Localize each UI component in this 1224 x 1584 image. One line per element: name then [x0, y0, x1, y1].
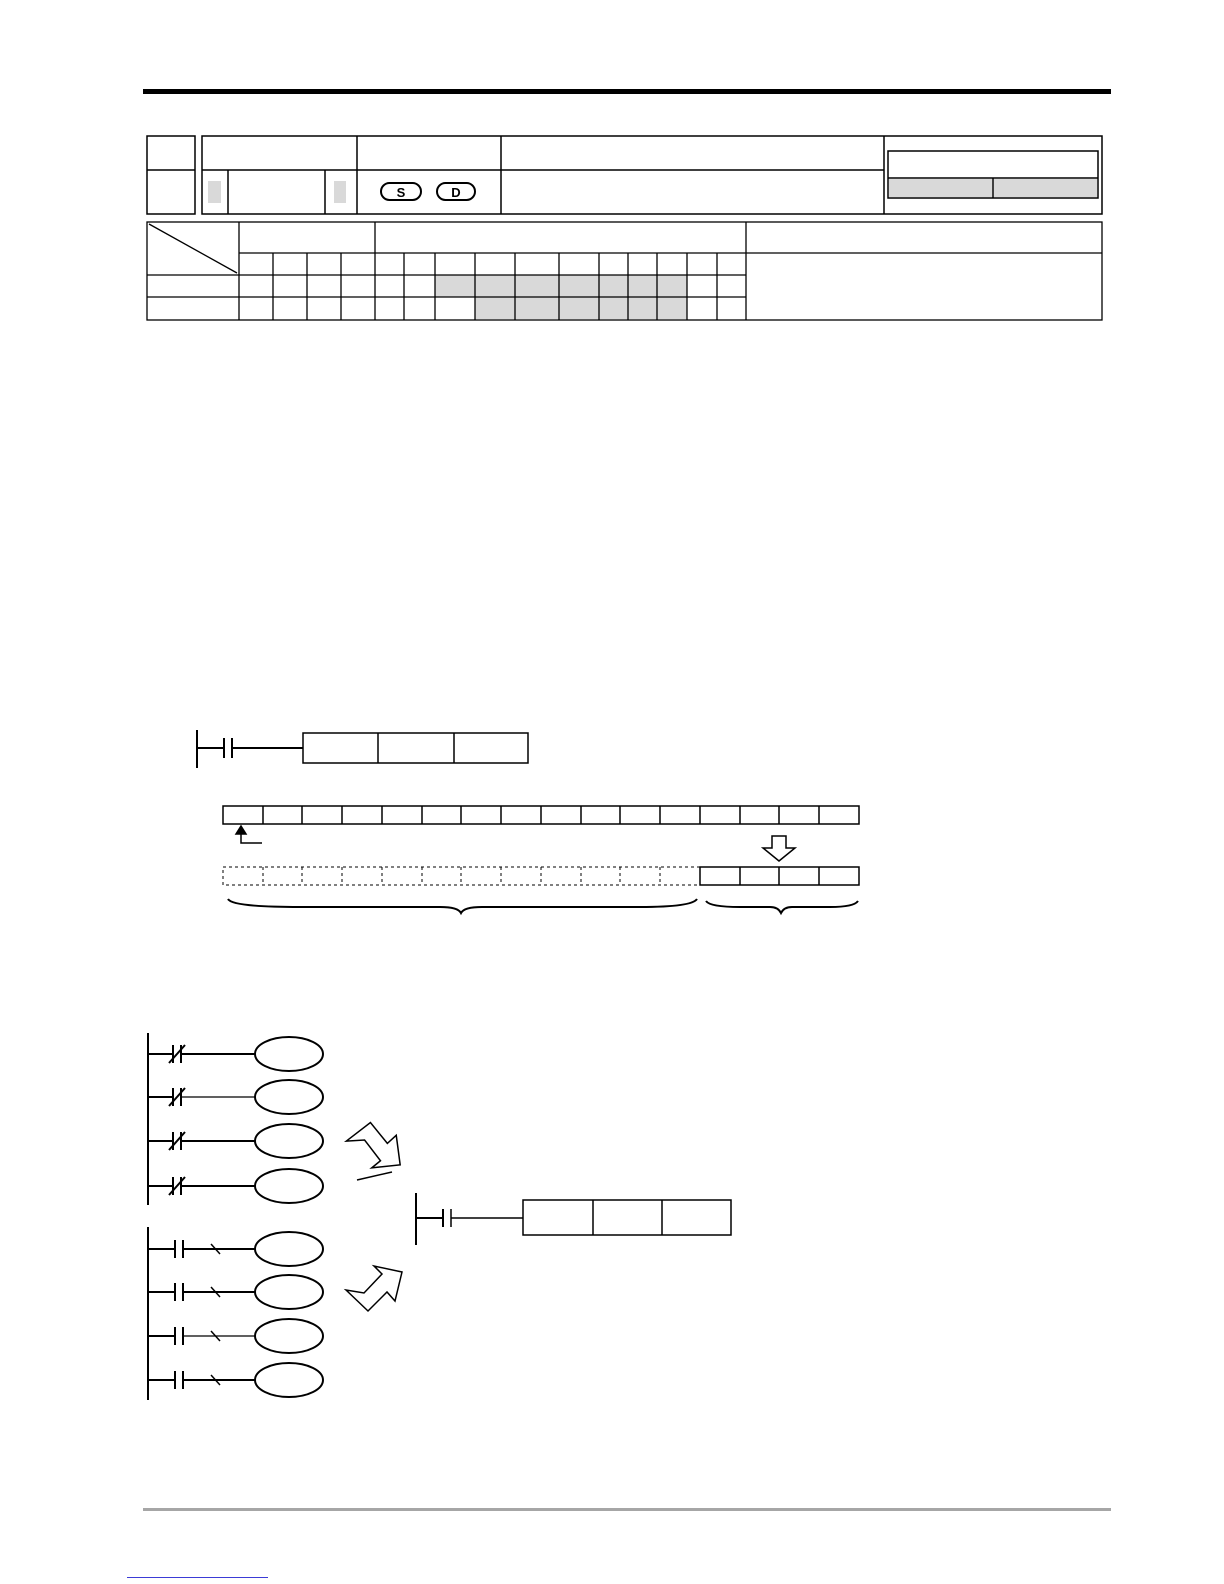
instruction-header-table	[147, 136, 1102, 214]
nc-rung-3	[148, 1124, 323, 1158]
nc-rung-1	[148, 1037, 323, 1071]
conversion-arrow-icon-2	[346, 1266, 402, 1311]
output-coil-icon	[255, 1319, 323, 1353]
footer-link-underline[interactable]	[127, 1577, 268, 1578]
output-coil-icon	[255, 1169, 323, 1203]
output-coil-icon	[255, 1080, 323, 1114]
conversion-arrow-icon	[344, 1120, 404, 1180]
output-coil-icon	[255, 1124, 323, 1158]
source-bit-row	[223, 806, 859, 824]
brace-left	[228, 899, 697, 913]
operand-s-label: S	[396, 185, 406, 200]
operand-d-label: D	[451, 185, 461, 200]
output-coil-icon	[255, 1232, 323, 1266]
model-cell-shade	[889, 179, 992, 197]
nc-rung-4	[148, 1169, 323, 1203]
output-coil-icon	[255, 1275, 323, 1309]
footer-rule	[143, 1508, 1111, 1511]
down-arrow-icon	[763, 836, 795, 861]
no-rung-2	[148, 1275, 323, 1309]
no-rung-4	[148, 1363, 323, 1397]
ladder-rung-main	[197, 730, 528, 768]
operand-s-badge	[381, 183, 421, 200]
no-rung-3	[148, 1319, 323, 1353]
ladder-rung-equivalent	[416, 1193, 731, 1245]
pulse-marker-2	[334, 181, 346, 203]
pulse-marker	[208, 181, 221, 203]
brace-right	[706, 901, 858, 913]
destination-bit-row	[223, 867, 859, 885]
model-cell-shade-2	[994, 179, 1097, 197]
nc-contact-ladder	[148, 1033, 323, 1205]
no-rung-1	[148, 1232, 323, 1266]
bit-pointer-arrow	[236, 826, 262, 843]
no-contact-ladder	[148, 1227, 323, 1400]
operand-d-badge	[437, 183, 475, 200]
output-coil-icon	[255, 1037, 323, 1071]
output-coil-icon	[255, 1363, 323, 1397]
nc-rung-2	[148, 1080, 323, 1114]
operand-device-table	[147, 222, 1102, 320]
